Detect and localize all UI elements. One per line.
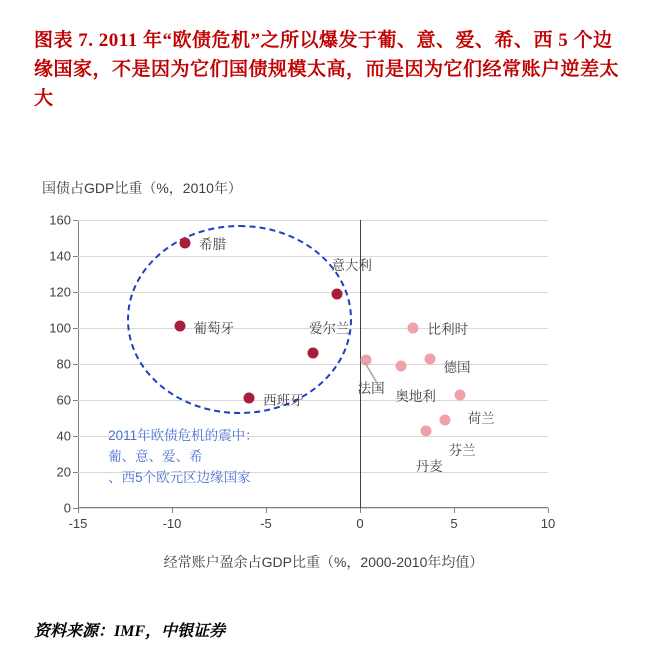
gridline [78, 508, 548, 509]
chart-annotation-line: 2011年欧债危机的震中： [108, 428, 259, 444]
x-tick-label: -10 [162, 516, 182, 531]
source-note: 资料来源：IMF，中银证券 [34, 623, 226, 640]
y-axis-title: 国债占GDP比重（%，2010年） [42, 180, 242, 196]
chart-figure [0, 160, 647, 600]
data-point-label: 西班牙 [263, 393, 304, 409]
x-tick-mark [548, 508, 549, 513]
data-point-label: 意大利 [331, 257, 372, 273]
x-tick-label: 10 [540, 516, 556, 531]
data-point-label: 希腊 [199, 237, 227, 253]
x-axis-title: 经常账户盈余占GDP比重（%，2000-2010年均值） [163, 554, 484, 570]
x-tick-label: 5 [450, 516, 458, 531]
data-point-label: 法国 [357, 381, 385, 397]
page-title: 图表 7. 2011 年“欧债危机”之所以爆发于葡、意、爱、希、西 5 个边缘国家，不是因为它们国债规模太高，而是因为它们经常账户逆差太大 [34, 30, 620, 109]
y-tick-label: 160 [49, 212, 71, 228]
data-point-label: 比利时 [427, 322, 469, 337]
x-tick-label: -5 [260, 516, 272, 531]
data-point-label: 德国 [443, 359, 471, 375]
plot-area [49, 212, 556, 531]
x-tick-mark [78, 508, 79, 513]
y-tick-label: 40 [56, 428, 71, 444]
data-point-label: 丹麦 [415, 458, 443, 474]
y-tick-label: 20 [56, 464, 71, 480]
y-tick-label: 100 [49, 320, 71, 336]
chart-annotation [108, 425, 259, 488]
x-tick-label: -15 [68, 516, 88, 531]
data-point-label: 奥地利 [395, 388, 436, 404]
x-tick-mark [360, 508, 361, 513]
x-tick-mark [454, 508, 455, 513]
y-tick-label: 140 [49, 248, 71, 264]
chart-annotation-line: 葡、意、爱、希 [108, 449, 203, 465]
data-point-label: 爱尔兰 [309, 321, 350, 337]
data-point-label: 荷兰 [467, 410, 495, 426]
data-point-label: 葡萄牙 [193, 321, 235, 337]
x-tick-mark [172, 508, 173, 513]
y-tick-label: 120 [49, 284, 71, 300]
y-tick-label: 60 [56, 392, 71, 408]
chart-annotation-line: 、西5个欧元区边缘国家 [108, 470, 251, 486]
data-point-label: 芬兰 [448, 442, 476, 458]
y-tick-label: 80 [56, 356, 71, 372]
x-tick-label: 0 [356, 516, 364, 531]
y-tick-label: 0 [63, 500, 71, 516]
x-tick-mark [266, 508, 267, 513]
